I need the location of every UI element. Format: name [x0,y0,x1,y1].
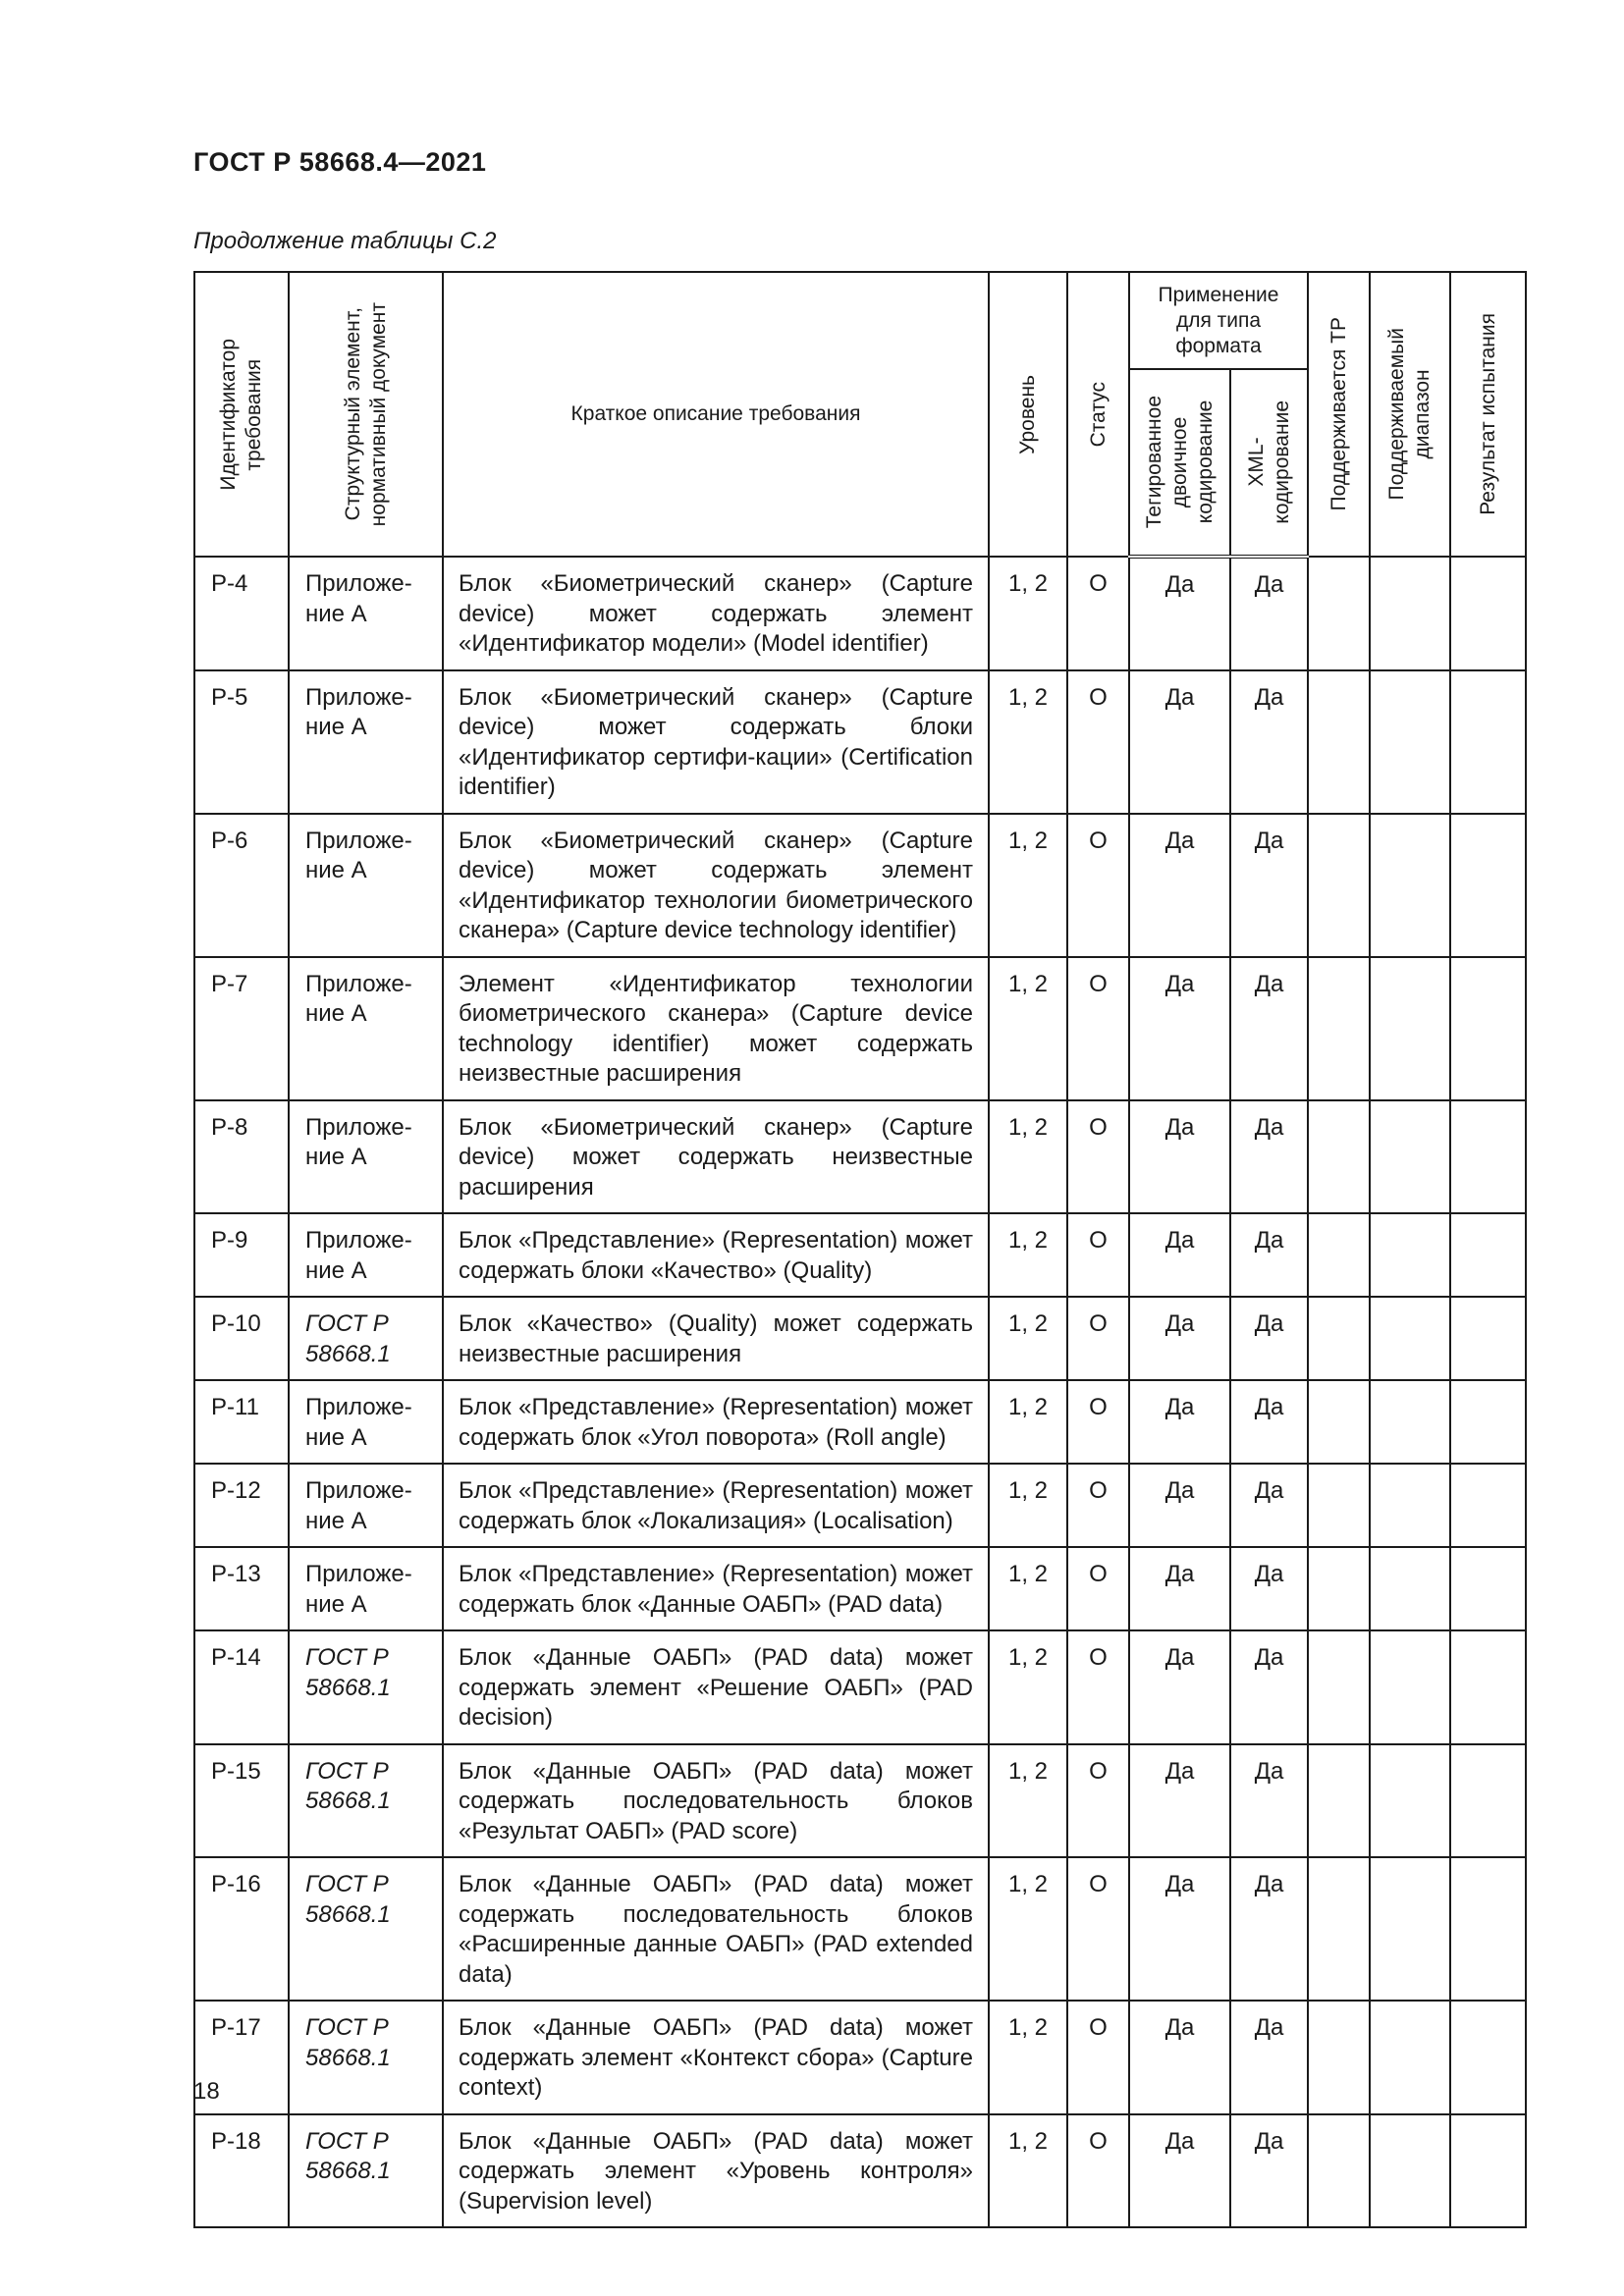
cell-xml-encoding: Да [1230,670,1308,814]
table-row [194,1744,1526,1858]
cell-test-result [1450,1297,1526,1380]
cell-structural-element: Приложе- ние А [289,1213,443,1297]
cell-level: 1, 2 [989,2114,1067,2228]
cell-test-result [1450,557,1526,670]
table-row [194,1380,1526,1464]
cell-supported-range [1370,557,1450,670]
cell-xml-encoding: Да [1230,1630,1308,1744]
cell-requirement-id: P-12 [194,1464,289,1547]
cell-status: O [1067,1857,1129,2001]
cell-status: O [1067,670,1129,814]
cell-supported [1308,814,1370,957]
cell-requirement-id: P-10 [194,1297,289,1380]
cell-structural-element: Приложе- ние А [289,670,443,814]
cell-requirement-id: P-13 [194,1547,289,1630]
cell-tagged-binary: Да [1129,1744,1230,1858]
cell-tagged-binary: Да [1129,2001,1230,2114]
cell-requirement-id: P-4 [194,557,289,670]
cell-structural-element: Приложе- ние А [289,1464,443,1547]
table-row [194,1464,1526,1547]
cell-supported-range [1370,1630,1450,1744]
cell-supported [1308,1744,1370,1858]
cell-requirement-id: P-17 [194,2001,289,2114]
cell-description: Блок «Представление» (Representation) может содержать блок «Данные ОАБП» (PAD data) [443,1547,989,1630]
cell-test-result [1450,1213,1526,1297]
cell-status: O [1067,557,1129,670]
cell-description: Блок «Данные ОАБП» (PAD data) может содержать элемент «Уровень контроля» (Supervision level) [443,2114,989,2228]
cell-description: Блок «Данные ОАБП» (PAD data) может содержать элемент «Контекст сбора» (Capture context) [443,2001,989,2114]
cell-supported [1308,1380,1370,1464]
header-description: Краткое описание требования [443,272,989,557]
cell-structural-element: ГОСТ Р 58668.1 [289,2001,443,2114]
cell-structural-element: Приложе- ние А [289,1100,443,1214]
cell-level: 1, 2 [989,557,1067,670]
header-tagged-binary: Тегированное двоичное кодирование [1129,369,1230,557]
cell-xml-encoding: Да [1230,557,1308,670]
cell-structural-element: ГОСТ Р 58668.1 [289,1297,443,1380]
cell-structural-element: ГОСТ Р 58668.1 [289,1857,443,2001]
cell-status: O [1067,1630,1129,1744]
cell-status: O [1067,1100,1129,1214]
cell-structural-element: ГОСТ Р 58668.1 [289,1630,443,1744]
header-xml-encoding: XML- кодирование [1230,369,1308,557]
cell-tagged-binary: Да [1129,557,1230,670]
cell-level: 1, 2 [989,1213,1067,1297]
cell-xml-encoding: Да [1230,1297,1308,1380]
cell-test-result [1450,2001,1526,2114]
table-row [194,1547,1526,1630]
cell-supported [1308,2114,1370,2228]
cell-supported-range [1370,814,1450,957]
cell-xml-encoding: Да [1230,1100,1308,1214]
cell-xml-encoding: Да [1230,1464,1308,1547]
cell-tagged-binary: Да [1129,1464,1230,1547]
cell-description: Блок «Данные ОАБП» (PAD data) может содержать последовательность блоков «Результат ОАБП» (PAD score) [443,1744,989,1858]
cell-test-result [1450,1744,1526,1858]
cell-status: O [1067,2001,1129,2114]
cell-description: Блок «Представление» (Representation) может содержать блоки «Качество» (Quality) [443,1213,989,1297]
cell-level: 1, 2 [989,1630,1067,1744]
cell-test-result [1450,2114,1526,2228]
cell-level: 1, 2 [989,814,1067,957]
cell-structural-element: ГОСТ Р 58668.1 [289,1744,443,1858]
cell-requirement-id: P-9 [194,1213,289,1297]
header-test-result: Результат испытания [1450,272,1526,557]
cell-requirement-id: P-14 [194,1630,289,1744]
table-caption: Продолжение таблицы С.2 [193,228,497,254]
cell-xml-encoding: Да [1230,1213,1308,1297]
cell-requirement-id: P-15 [194,1744,289,1858]
cell-test-result [1450,1380,1526,1464]
cell-xml-encoding: Да [1230,1744,1308,1858]
header-structural-element: Структурный элемент, нормативный документ [289,272,443,557]
header-format-group: Применение для типа формата [1129,272,1308,369]
cell-requirement-id: P-7 [194,957,289,1100]
cell-supported-range [1370,670,1450,814]
cell-xml-encoding: Да [1230,1857,1308,2001]
cell-xml-encoding: Да [1230,814,1308,957]
cell-status: O [1067,957,1129,1100]
cell-requirement-id: P-11 [194,1380,289,1464]
cell-tagged-binary: Да [1129,1380,1230,1464]
cell-description: Блок «Биометрический сканер» (Capture device) может содержать блоки «Идентификатор сертифи-кации» (Certification identifier) [443,670,989,814]
cell-supported-range [1370,2001,1450,2114]
table-body [194,557,1526,2227]
cell-supported-range [1370,1380,1450,1464]
cell-level: 1, 2 [989,2001,1067,2114]
table-row [194,1213,1526,1297]
cell-xml-encoding: Да [1230,957,1308,1100]
cell-supported-range [1370,1100,1450,1214]
cell-level: 1, 2 [989,1464,1067,1547]
cell-requirement-id: P-16 [194,1857,289,2001]
cell-supported-range [1370,1297,1450,1380]
document-title: ГОСТ Р 58668.4—2021 [193,147,487,177]
cell-tagged-binary: Да [1129,1297,1230,1380]
cell-test-result [1450,1464,1526,1547]
cell-level: 1, 2 [989,1380,1067,1464]
cell-requirement-id: P-8 [194,1100,289,1214]
cell-structural-element: Приложе- ние А [289,1380,443,1464]
cell-supported [1308,1100,1370,1214]
cell-test-result [1450,1547,1526,1630]
cell-supported [1308,670,1370,814]
page-number: 18 [193,2078,220,2105]
cell-description: Блок «Качество» (Quality) может содержать неизвестные расширения [443,1297,989,1380]
cell-tagged-binary: Да [1129,957,1230,1100]
cell-test-result [1450,957,1526,1100]
cell-tagged-binary: Да [1129,1857,1230,2001]
table-row [194,557,1526,670]
cell-supported [1308,1547,1370,1630]
cell-supported-range [1370,1213,1450,1297]
cell-status: O [1067,1547,1129,1630]
table-row [194,814,1526,957]
cell-description: Блок «Биометрический сканер» (Capture device) может содержать неизвестные расширения [443,1100,989,1214]
cell-level: 1, 2 [989,670,1067,814]
table-row [194,957,1526,1100]
cell-supported-range [1370,2114,1450,2228]
cell-supported-range [1370,957,1450,1100]
cell-level: 1, 2 [989,1297,1067,1380]
table-row [194,1297,1526,1380]
cell-supported [1308,1213,1370,1297]
cell-supported-range [1370,1744,1450,1858]
cell-tagged-binary: Да [1129,1100,1230,1214]
cell-tagged-binary: Да [1129,670,1230,814]
cell-structural-element: Приложе- ние А [289,814,443,957]
cell-level: 1, 2 [989,1857,1067,2001]
cell-test-result [1450,1857,1526,2001]
cell-status: O [1067,1380,1129,1464]
cell-level: 1, 2 [989,957,1067,1100]
table-row [194,2114,1526,2228]
cell-xml-encoding: Да [1230,2114,1308,2228]
cell-tagged-binary: Да [1129,1547,1230,1630]
cell-supported [1308,1857,1370,2001]
cell-tagged-binary: Да [1129,814,1230,957]
header-status: Статус [1067,272,1129,557]
cell-requirement-id: P-5 [194,670,289,814]
cell-xml-encoding: Да [1230,1380,1308,1464]
cell-description: Блок «Биометрический сканер» (Capture device) может содержать элемент «Идентификатор модели» (Model identifier) [443,557,989,670]
cell-level: 1, 2 [989,1100,1067,1214]
cell-test-result [1450,670,1526,814]
cell-tagged-binary: Да [1129,2114,1230,2228]
table-row [194,670,1526,814]
cell-tagged-binary: Да [1129,1213,1230,1297]
requirements-table [193,271,1527,2228]
cell-description: Блок «Биометрический сканер» (Capture device) может содержать элемент «Идентификатор технологии биометрического сканера» (Capture device technology identifier) [443,814,989,957]
cell-level: 1, 2 [989,1744,1067,1858]
cell-supported-range [1370,1857,1450,2001]
table-row [194,1100,1526,1214]
cell-status: O [1067,1297,1129,1380]
cell-supported [1308,2001,1370,2114]
cell-requirement-id: P-18 [194,2114,289,2228]
cell-requirement-id: P-6 [194,814,289,957]
cell-description: Блок «Представление» (Representation) может содержать блок «Локализация» (Localisation) [443,1464,989,1547]
cell-test-result [1450,1630,1526,1744]
cell-supported [1308,557,1370,670]
cell-xml-encoding: Да [1230,1547,1308,1630]
cell-supported [1308,957,1370,1100]
cell-supported [1308,1297,1370,1380]
table-header [194,272,1526,557]
cell-description: Блок «Данные ОАБП» (PAD data) может содержать элемент «Решение ОАБП» (PAD decision) [443,1630,989,1744]
cell-tagged-binary: Да [1129,1630,1230,1744]
cell-structural-element: ГОСТ Р 58668.1 [289,2114,443,2228]
cell-description: Блок «Представление» (Representation) может содержать блок «Угол поворота» (Roll angle) [443,1380,989,1464]
table-row [194,1630,1526,1744]
header-supported: Поддерживается ТР [1308,272,1370,557]
header-level: Уровень [989,272,1067,557]
cell-status: O [1067,814,1129,957]
cell-supported [1308,1630,1370,1744]
cell-structural-element: Приложе- ние А [289,557,443,670]
cell-structural-element: Приложе- ние А [289,1547,443,1630]
cell-level: 1, 2 [989,1547,1067,1630]
cell-status: O [1067,1744,1129,1858]
cell-supported-range [1370,1547,1450,1630]
header-supported-range: Поддерживаемый диапазон [1370,272,1450,557]
cell-supported [1308,1464,1370,1547]
cell-description: Элемент «Идентификатор технологии биометрического сканера» (Capture device technology identifier) может содержать неизвестные расширения [443,957,989,1100]
cell-description: Блок «Данные ОАБП» (PAD data) может содержать последовательность блоков «Расширенные данные ОАБП» (PAD extended data) [443,1857,989,2001]
table-row [194,1857,1526,2001]
cell-structural-element: Приложе- ние А [289,957,443,1100]
cell-status: O [1067,1213,1129,1297]
header-requirement-id: Идентификатор требования [194,272,289,557]
cell-xml-encoding: Да [1230,2001,1308,2114]
cell-status: O [1067,1464,1129,1547]
table-row [194,2001,1526,2114]
cell-test-result [1450,1100,1526,1214]
cell-status: O [1067,2114,1129,2228]
cell-supported-range [1370,1464,1450,1547]
cell-test-result [1450,814,1526,957]
